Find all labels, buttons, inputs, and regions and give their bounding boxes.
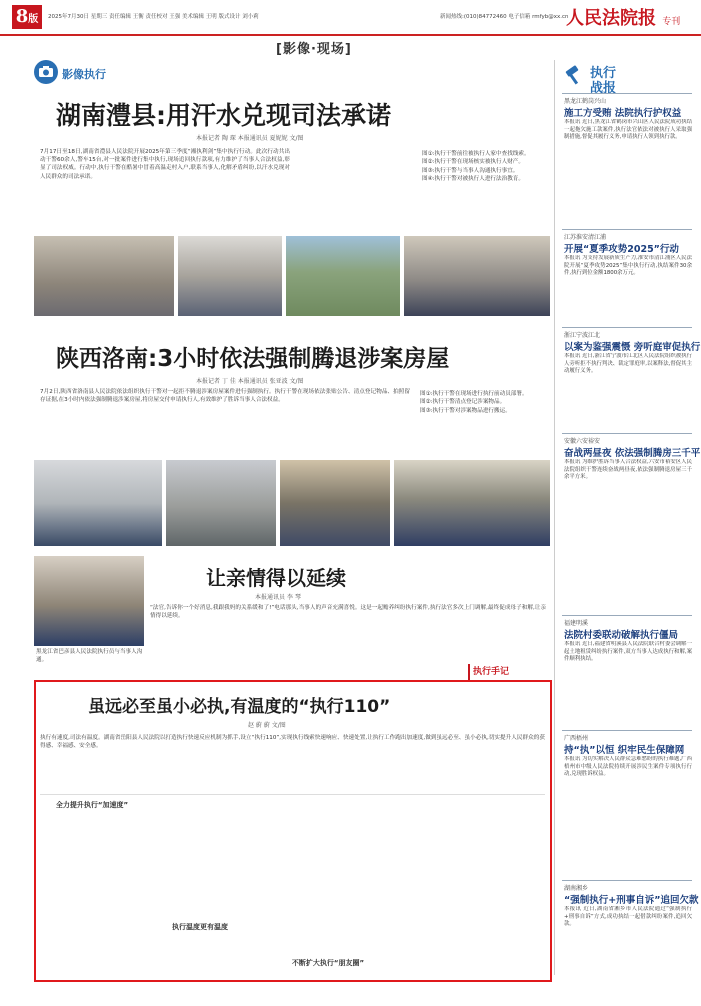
story2-photo-1 [34, 460, 162, 546]
story2-caption: 图①:执行干警在现场进行执行前动员部署。 [420, 391, 528, 397]
page-number: 8版 [12, 5, 42, 29]
section-badge [34, 60, 184, 86]
story2-headline: 陕西洛南:3小时依法强制腾退涉案房屋 [56, 346, 450, 372]
sidebar-header-line1: 执行 [590, 66, 617, 81]
sidebar-item-body: 本报讯 近日,浙江省宁波市江北区人民法院组织被执行人旁听拒不执行判决、裁定罪庭审,以案释法,督促其主动履行义务。 [564, 353, 692, 375]
story1-photo-3 [286, 236, 400, 316]
story1-caption: 图②:执行干警在现场核实被执行人财产。 [422, 159, 524, 166]
story2-caption: 图②:执行干警清点登记涉案物品。 [420, 399, 506, 406]
sidebar-divider [562, 229, 692, 230]
story1-photo-2 [178, 236, 282, 316]
story1-photo-1 [34, 236, 174, 316]
story4-subhead: 执行温度更有温度 [172, 923, 228, 931]
sidebar-header-line2: 战报 [590, 81, 617, 96]
story4-body: 执行有速度,司法有温度。湖南省岳阳县人民法院以打造执行快速反应机制为抓手,设立“执行110”,实现执行线索快速响应、快速处置,让执行工作跑出加速度,做到虽远必至、虽小必执,切实提升人民群众的获得感、幸福感、安全感。 [40, 735, 545, 750]
sidebar-item-body: 本报讯 为维护胜诉当事人合法权益,六安市裕安区人民法院组织干警连续奋战两昼夜,依法强制腾退房屋三千余平方米。 [564, 459, 692, 481]
story3-body: “法官,告诉你一个好消息,我跟我妈的关系缓和了!”电话那头,当事人的声音充满喜悦。这是一起赡养纠纷执行案件,执行法官多次上门调解,最终促成母子和解,让亲情得以延续。 [150, 605, 546, 620]
sidebar-item-body: 本报讯 为支持发展新质生产力,淮安市清江浦区人民法院开展“夏季攻势2025”集中执行行动,执结案件30余件,执行到位金额1800余万元。 [564, 255, 692, 277]
story3-byline: 本报通讯员 李 琴 [255, 594, 301, 601]
sidebar-item-title: 以案为鉴强震慑 旁听庭审促执行 [564, 342, 701, 353]
sidebar-divider [562, 93, 692, 94]
newspaper-brand: 人民法院报 专刊 [566, 8, 681, 29]
sidebar-item-body: 本报讯 为切实解决人民群众急难愁盼的执行难题,广西梧州市中级人民法院持续开展涉民生案件专项执行行动,兑现胜诉权益。 [564, 756, 692, 778]
story1-caption: 图④:执行干警对被执行人进行法治教育。 [422, 175, 524, 182]
story2-photo-4 [394, 460, 550, 546]
sidebar-item-title: 持“执”以恒 织牢民生保障网 [564, 745, 685, 756]
story1-caption: 图①:执行干警前往被执行人家中查找线索。 [422, 151, 530, 157]
story1-byline: 本报记者 陶 琛 本报通讯员 夏妮妮 文/图 [196, 135, 304, 142]
column-divider [554, 60, 555, 975]
camera-icon [34, 60, 58, 84]
sidebar-item-region: 黑龙江鹤岗兴山 [564, 98, 607, 105]
story4-rule [40, 794, 545, 795]
story3-photo-caption: 黑龙江省巴彦县人民法院执行员与当事人沟通。 [36, 649, 143, 664]
story3-tag: 执行手记 [468, 664, 535, 680]
page-header [0, 0, 701, 36]
sidebar-divider [562, 433, 692, 434]
story1-photo-4 [404, 236, 550, 316]
highlight-frame [34, 680, 552, 982]
badge-label: 影像执行 [62, 68, 106, 81]
sidebar-item-region: 浙江宁波江北 [564, 332, 601, 339]
story4-byline: 赵 蔚 蔚 文/图 [248, 722, 286, 729]
header-contact: 新闻热线:(010)84772460 电子信箱 rmfyb@xx.cn [440, 14, 569, 20]
gavel-icon [562, 62, 588, 88]
sidebar-divider [562, 730, 692, 731]
story3-headline: 让亲情得以延续 [206, 566, 346, 590]
sidebar-item-region: 江苏淮安清江浦 [564, 234, 607, 241]
sidebar-header [560, 60, 694, 96]
story4-headline: 虽远必至虽小必执,有温度的“执行110” [88, 697, 391, 717]
sidebar-item-body: 本报讯 近日,黑龙江省鹤岗市兴山区人民法院成功执结一起拖欠施工款案件,执行法官依法对被执行人采取强制措施,督促其履行义务,申请执行人领到执行款。 [564, 119, 692, 141]
story3-photo [34, 556, 144, 646]
section-title: [影像·现场] [276, 42, 352, 57]
sidebar-item-region: 福建明溪 [564, 620, 589, 627]
story1-body: 7月17日至18日,湖南省澧县人民法院开展2025年第三季度“湘执利剑”集中执行行动。此次行动共出动干警60余人,警车15台,对一批案件进行集中执行,现场追回执行款项,有力维护了当事人合法权益,彰显了司法权威。行动中,执行干警在酷暑中冒着高温走村入户,联系当事人,化解矛盾纠纷,以汗水兑现对人民群众的司法承诺。 [40, 149, 290, 180]
story2-photo-3 [280, 460, 390, 546]
sidebar-item-region: 广西梧州 [564, 735, 589, 742]
sidebar-item-title: 奋战两昼夜 依法强制腾房三千平 [564, 448, 701, 459]
sidebar-item-body: 本报讯 近日,湖南省湘乡市人民法院通过“强制执行+刑事自诉”方式,成功执结一起借款纠纷案件,追回欠款。 [564, 906, 692, 928]
story1-captions [422, 150, 547, 183]
story4-subhead: 全力提升执行“加速度” [55, 801, 129, 809]
story4-subhead: 不断扩大执行“朋友圈” [291, 959, 365, 967]
story1-headline: 湖南澧县:用汗水兑现司法承诺 [56, 101, 391, 130]
story2-caption: 图③:执行干警对涉案物品进行搬运。 [420, 407, 511, 414]
sidebar-item-region: 湖南湘乡 [564, 885, 589, 892]
sidebar-divider [562, 615, 692, 616]
sidebar-divider [562, 327, 692, 328]
story2-photo-2 [166, 460, 276, 546]
story2-captions [420, 390, 548, 415]
sidebar-item-title: 法院村委联动破解执行僵局 [564, 630, 679, 641]
story1-caption: 图③:执行干警与当事人沟通执行事宜。 [422, 167, 519, 174]
sidebar-divider [562, 880, 692, 881]
sidebar-item-title: “强制执行+刑事自诉”追回欠款 [564, 895, 699, 906]
sidebar-item-title: 施工方受贿 法院执行护权益 [564, 108, 682, 119]
sidebar-item-region: 安徽六安裕安 [564, 438, 601, 445]
sidebar-item-body: 本报讯 近日,福建省明溪县人民法院联合村委会调解一起土地租赁纠纷执行案件,双方当事人达成执行和解,案件顺利执结。 [564, 641, 692, 663]
story2-body: 7月2日,陕西省洛南县人民法院依法组织执行干警对一起拒不腾退涉案房屋案件进行强制执行。执行干警在现场依法张贴公告、清点登记物品、拍照留存证据,在3小时内依法强制腾退涉案房屋,将房屋交付申请执行人,有效维护了胜诉当事人合法权益。 [40, 389, 410, 404]
header-meta: 2025年7月30日 星期三 责任编辑 王衡 责任校对 王强 美术编辑 王明 版式设计 刘小莉 [48, 14, 259, 20]
sidebar-item-title: 开展“夏季攻势2025”行动 [564, 244, 679, 255]
story2-byline: 本报记者 丁 佳 本报通讯员 张亚波 文/图 [196, 378, 304, 385]
